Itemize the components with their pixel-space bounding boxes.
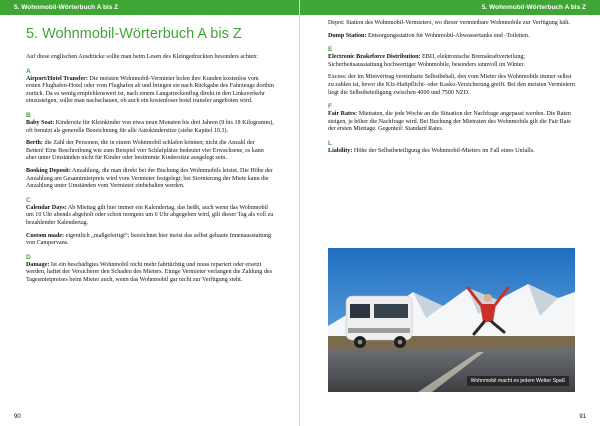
entry-text: Ab Miettag gilt hier immer ein Kalendertag, das heißt, auch wenn das Wohnmobil um 10 Uhr abends abgeholt oder schon morgens um 6 Uhr abgegeben wird, gilt dieser Tag als voll zu bezahlender Kalendertag. bbox=[26, 204, 274, 226]
right-page bbox=[300, 0, 600, 426]
section-letter: C bbox=[26, 196, 31, 204]
section-d bbox=[26, 254, 274, 285]
glossary-entry bbox=[328, 148, 576, 156]
glossary-entry bbox=[26, 233, 274, 248]
right-page-content bbox=[328, 20, 576, 161]
glossary-entry bbox=[328, 74, 576, 97]
glossary-entry bbox=[26, 205, 274, 228]
entry-term: Liability: bbox=[328, 147, 353, 154]
entry-term: Airport/Hotel Transfer: bbox=[26, 75, 88, 82]
entry-term: Booking Deposit: bbox=[26, 167, 71, 174]
entry-term: Electronic Brakeforce Distribution: bbox=[328, 54, 421, 61]
section-letter: E bbox=[328, 46, 333, 54]
glossary-entry bbox=[328, 111, 576, 134]
glossary-entry bbox=[328, 54, 576, 69]
glossary-entry bbox=[26, 76, 274, 106]
entry-term: Dump Station: bbox=[328, 32, 367, 39]
entry-term: Fair Rates: bbox=[328, 111, 358, 118]
entry-text: Höhe der Selbstbeteiligung des Wohnmobil-Mieters im Fall eines Unfalls. bbox=[352, 147, 535, 154]
running-header-left: 5. Wohnmobil-Wörterbuch A bis Z bbox=[0, 0, 300, 15]
entry-text: eigentlich „maßgefertigt“; bezeichnet hier meist das selbst gebaute Innenausstattung von Campervans. bbox=[26, 232, 272, 247]
section-c bbox=[26, 197, 274, 248]
photo-caption: Wohnmobil macht es jedem Wetter Spaß bbox=[467, 376, 569, 386]
glossary-entry bbox=[328, 20, 576, 28]
glossary-entry bbox=[26, 168, 274, 191]
intro-paragraph: Auf diese englischen Ausdrücke sollte man beim Lesen des Kleingedruckten besonders achten: bbox=[26, 54, 258, 60]
chapter-title: 5. Wohnmobil-Wörterbuch A bis Z bbox=[26, 26, 242, 42]
section-letter: F bbox=[328, 103, 332, 111]
glossary-entry bbox=[26, 262, 274, 285]
glossary-entry bbox=[26, 140, 274, 163]
campervan-photo bbox=[328, 248, 575, 392]
entry-text: Depot: Station des Wohnmobil-Vermieters, wo dieser vermietbare Wohnmobile zur Verfügung hält. bbox=[328, 20, 571, 26]
entry-text: Excess: der im Mietvertrag vereinbarte Selbstbehalt, den vom Mieter des Wohnmobils immer selbst zu zahlen ist, bevor die Kfz-Haftpflicht- oder Kasko-Versicherung greift. Bei den meisten Vermietern liegt die Selbstbeteiligung zwischen 4000 und 7500 NZD. bbox=[328, 74, 575, 96]
section-letter: B bbox=[26, 111, 31, 119]
entry-term: Baby Seat: bbox=[26, 119, 55, 126]
section-a bbox=[26, 68, 274, 106]
entry-text: Entsorgungsstation für Wohnmobil-Abwassertanks und -Toiletten. bbox=[366, 32, 530, 39]
entry-text: Ist ein beschädigtes Wohnmobil nicht mehr fahrtüchtig und muss repariert oder ersetzt werden, haftet der Versicherer den Schaden des Mieters. Einige Vermieter verlangen die Zahlung des Tagesmietpreises beim Mieter auch, wenn das Wohnmobil gar nicht zur Verfügung steht. bbox=[26, 261, 272, 283]
running-header-right: 5. Wohnmobil-Wörterbuch A bis Z bbox=[300, 0, 600, 15]
entry-term: Berth: bbox=[26, 140, 43, 147]
entry-text: Kindersitz für Kleinkinder von etwa neun Monaten bis drei Jahren (9 bis 18 Kilogramm), oft benutzt als generelle Bezeichnung für alle Autokindersitze (siehe Kapitel 10.3). bbox=[26, 119, 274, 134]
entry-term: Custom made: bbox=[26, 232, 65, 239]
section-letter: D bbox=[26, 253, 31, 261]
page-number-left: 90 bbox=[14, 414, 21, 420]
entry-text: Mietraten, die jede Woche an die Situation der Nachfrage angepasst werden. Die Raten steigen, je höher die Nachfrage wird. Bei Buchung der Mietraten des Wohnmobils gilt die Fair Rate der ersten Miettage. Gegenteil: Standard Rates. bbox=[328, 111, 571, 133]
left-page-content bbox=[26, 26, 274, 289]
glossary-entry bbox=[26, 120, 274, 135]
entry-term: Damage: bbox=[26, 261, 50, 268]
entry-text: die Zahl der Personen, die in einem Wohnmobil schlafen können; nicht die Anzahl der Betten! Eine Beschreibung wie zum Beispiel vier Schlafplätze bedeutet vier Erwachsene, es kann aber unter Umständen nicht für Kinder oder bestimmte Kindersitze ausgelegt sein. bbox=[26, 140, 264, 162]
photo-illustration bbox=[328, 248, 575, 392]
glossary-entry bbox=[328, 33, 576, 41]
entry-term: Calendar Days: bbox=[26, 204, 67, 211]
campervan bbox=[346, 296, 412, 348]
section-letter: L bbox=[328, 139, 332, 147]
entry-text: EBD, elektronische Bremskraftverteilung; Sicherheitsausstattung hochwertiger Wohnmobile, besonders sinnvoll im Winter. bbox=[328, 54, 526, 68]
page-number-right: 91 bbox=[579, 414, 586, 420]
entry-text: Die meisten Wohnmobil-Vermieter holen ihre Kunden kostenlos vom ersten Flughafen-Hotel oder vom Flughafen ab und bringen sie nach Rückgabe des Fahrzeugs dorthin zurück. Da es wenig empfehlenswert ist, nach einem Langstreckenflug direkt in den Linksverkehr einzusteigen, sollte man nachschauen, ob auch ein kostenloser hotel transfer angeboten wird. bbox=[26, 75, 274, 105]
entry-text: Anzahlung, die man direkt bei der Buchung des Wohnmobils leistet. Die Höhe der Anzahlung am Gesamtmietpreis wird vom Vermieter festgelegt; bei Stornierung der Miete kann die Anzahlung unter Umständen vom Vermieter einbehalten werden. bbox=[26, 167, 273, 190]
section-letter: A bbox=[26, 67, 31, 75]
section-b bbox=[26, 112, 274, 191]
